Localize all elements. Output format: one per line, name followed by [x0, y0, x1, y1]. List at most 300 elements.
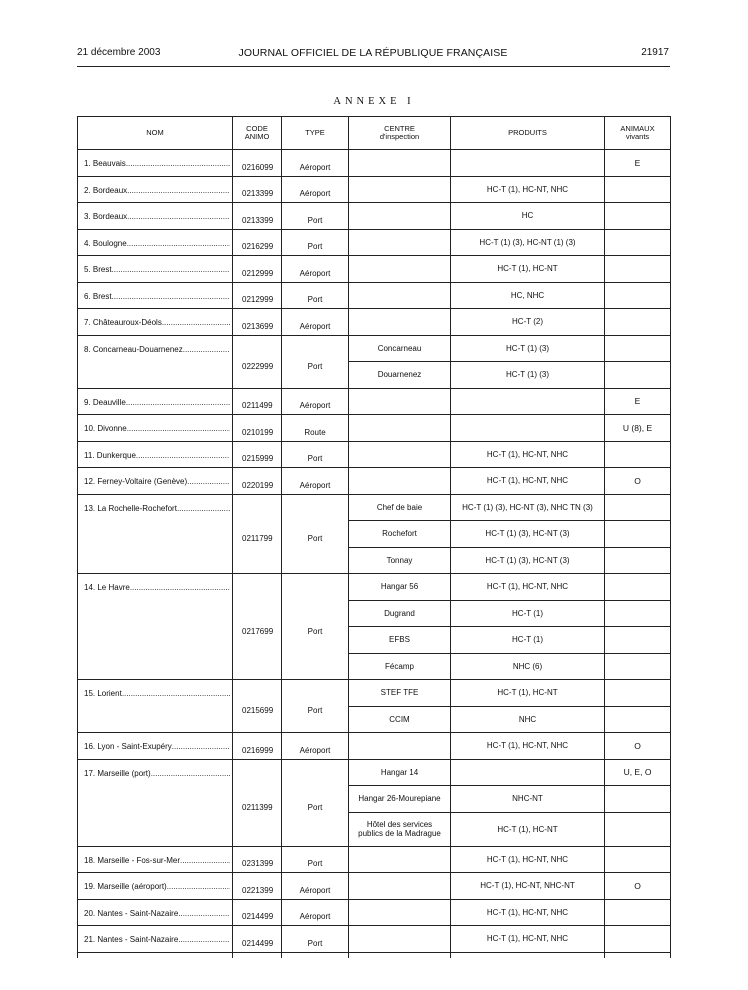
table-row — [78, 759, 671, 786]
cell-animaux — [605, 627, 671, 654]
nom-wrap — [84, 177, 230, 195]
journal-title: JOURNAL OFFICIEL DE LA RÉPUBLIQUE FRANÇAISE — [238, 47, 508, 59]
code-text: 0216999 — [242, 745, 274, 755]
table-row — [78, 309, 671, 336]
cell-type — [282, 574, 349, 680]
code-text: 0216099 — [242, 162, 274, 172]
cell-centre — [349, 150, 451, 177]
nom-wrap — [84, 847, 230, 865]
continuation-cell — [233, 952, 282, 958]
cell-nom — [78, 733, 233, 760]
table-header-row — [78, 117, 671, 150]
code-text: 0213399 — [242, 215, 274, 225]
nom-wrap — [84, 733, 230, 751]
nom-wrap — [84, 442, 230, 460]
nom-wrap — [84, 203, 230, 221]
type-text: Port — [307, 361, 323, 371]
nom-text: 1. Beauvais — [84, 159, 126, 168]
cell-nom — [78, 759, 233, 846]
cell-type — [282, 282, 349, 309]
nom-wrap — [84, 926, 230, 944]
header-nom: NOM — [78, 117, 233, 150]
leader-dots — [183, 345, 230, 354]
nom-text: 16. Lyon - Saint-Exupéry — [84, 742, 172, 751]
cell-animaux — [605, 899, 671, 926]
code-text: 0211499 — [242, 401, 273, 411]
nom-text: 18. Marseille - Fos-sur-Mer — [84, 855, 181, 865]
cell-centre: Hangar 26-Mourepiane — [349, 786, 451, 813]
cell-type — [282, 150, 349, 177]
cell-code — [233, 282, 282, 309]
leader-dots — [177, 504, 230, 513]
cell-centre — [349, 846, 451, 873]
leader-dots — [162, 318, 230, 327]
type-text: Aéroport — [299, 912, 331, 922]
cell-produits: HC-T (1) (3), HC-NT (1) (3) — [451, 229, 605, 256]
continuation-cell — [605, 952, 671, 958]
annexe-title: ANNEXE I — [333, 96, 415, 107]
cell-code — [233, 759, 282, 846]
cell-code — [233, 873, 282, 900]
cell-type — [282, 203, 349, 230]
table-row — [78, 494, 671, 521]
cell-type — [282, 176, 349, 203]
code-text: 0214499 — [242, 912, 274, 922]
cell-animaux — [605, 203, 671, 230]
cell-animaux: E — [605, 150, 671, 177]
cell-nom — [78, 176, 233, 203]
nom-wrap — [84, 150, 230, 168]
cell-type — [282, 846, 349, 873]
cell-produits: HC-T (1) (3), HC-NT (3), NHC TN (3) — [451, 494, 605, 521]
cell-centre — [349, 441, 451, 468]
cell-produits: HC-T (1), HC-NT, NHC — [451, 899, 605, 926]
nom-text: 6. Brest — [84, 291, 112, 301]
cell-type — [282, 680, 349, 733]
table-row — [78, 150, 671, 177]
cell-centre: Hangar 56 — [349, 574, 451, 601]
cell-type — [282, 759, 349, 846]
leader-dots — [127, 424, 230, 433]
cell-type — [282, 494, 349, 574]
cell-centre — [349, 415, 451, 442]
cell-nom — [78, 441, 233, 468]
cell-produits — [451, 415, 605, 442]
cell-code — [233, 388, 282, 415]
cell-centre: Rochefort — [349, 521, 451, 548]
cell-type — [282, 415, 349, 442]
cell-produits: HC-T (2) — [451, 309, 605, 336]
table-row — [78, 415, 671, 442]
cell-animaux — [605, 680, 671, 707]
cell-produits — [451, 759, 605, 786]
cell-centre — [349, 203, 451, 230]
cell-type — [282, 899, 349, 926]
leader-dots — [112, 292, 230, 301]
leader-dots — [172, 742, 230, 751]
nom-text: 8. Concarneau-Douarnenez — [84, 344, 183, 354]
header-produits: PRODUITS — [451, 117, 605, 150]
nom-wrap — [84, 230, 230, 248]
cell-produits: HC-T (1), HC-NT, NHC — [451, 846, 605, 873]
nom-wrap — [84, 495, 230, 513]
header-code-line1: CODE — [246, 124, 268, 133]
leader-dots — [122, 689, 230, 698]
cell-code — [233, 733, 282, 760]
table-row — [78, 229, 671, 256]
type-text: Port — [307, 859, 323, 869]
cell-produits: HC-T (1) — [451, 600, 605, 627]
cell-centre: CCIM — [349, 706, 451, 733]
cell-code — [233, 150, 282, 177]
cell-type — [282, 441, 349, 468]
cell-animaux — [605, 547, 671, 574]
continuation-cell — [349, 952, 451, 958]
type-text: Port — [307, 802, 323, 812]
cell-centre: EFBS — [349, 627, 451, 654]
code-text: 0231399 — [242, 859, 274, 869]
cell-animaux — [605, 706, 671, 733]
type-text: Aéroport — [299, 885, 331, 895]
header-centre-line2: d'inspection — [379, 132, 420, 141]
cell-produits: NHC-NT — [451, 786, 605, 813]
cell-produits: HC-T (1), HC-NT, NHC — [451, 176, 605, 203]
cell-produits — [451, 388, 605, 415]
cell-produits: HC-T (1), HC-NT, NHC — [451, 574, 605, 601]
table-row — [78, 873, 671, 900]
cell-animaux — [605, 812, 671, 846]
cell-produits: NHC — [451, 706, 605, 733]
cell-nom — [78, 574, 233, 680]
nom-wrap — [84, 680, 230, 698]
leader-dots — [187, 477, 230, 486]
cell-nom — [78, 899, 233, 926]
cell-centre — [349, 309, 451, 336]
cell-code — [233, 846, 282, 873]
type-text: Port — [307, 215, 323, 225]
cell-centre: Hangar 14 — [349, 759, 451, 786]
nom-wrap — [84, 336, 230, 354]
code-text: 0214499 — [242, 938, 274, 948]
type-text: Aéroport — [299, 189, 331, 199]
table-row — [78, 176, 671, 203]
cell-animaux: O — [605, 873, 671, 900]
cell-nom — [78, 229, 233, 256]
leader-dots — [127, 186, 230, 195]
nom-text: 19. Marseille (aéroport) — [84, 882, 167, 891]
type-text: Route — [304, 427, 326, 437]
type-text: Aéroport — [299, 268, 331, 278]
continuation-cell — [282, 952, 349, 958]
header-centre — [349, 117, 451, 150]
cell-code — [233, 335, 282, 388]
cell-animaux — [605, 494, 671, 521]
cell-code — [233, 926, 282, 953]
cell-code — [233, 256, 282, 283]
type-text: Aéroport — [299, 401, 331, 411]
cell-produits: HC-T (1), HC-NT, NHC — [451, 926, 605, 953]
leader-dots — [127, 212, 230, 221]
type-text: Aéroport — [299, 480, 331, 490]
table-row — [78, 468, 671, 495]
cell-animaux: O — [605, 733, 671, 760]
nom-text: 13. La Rochelle-Rochefort — [84, 503, 177, 513]
cell-nom — [78, 203, 233, 230]
type-text: Port — [307, 454, 323, 464]
cell-nom — [78, 282, 233, 309]
nom-text: 7. Châteauroux-Déols — [84, 318, 162, 327]
cell-animaux — [605, 309, 671, 336]
nom-wrap — [84, 415, 230, 433]
cell-code — [233, 176, 282, 203]
leader-dots — [167, 882, 230, 891]
cell-produits: HC-T (1), HC-NT, NHC — [451, 733, 605, 760]
code-text: 0212999 — [242, 268, 274, 278]
code-text: 0215999 — [242, 454, 274, 464]
code-text: 0216299 — [242, 242, 274, 252]
nom-text: 9. Deauville — [84, 397, 126, 407]
cell-code — [233, 494, 282, 574]
table-row — [78, 733, 671, 760]
cell-animaux: O — [605, 468, 671, 495]
nom-wrap — [84, 389, 230, 407]
leader-dots — [151, 769, 230, 778]
code-text: 0213699 — [242, 321, 274, 331]
cell-nom — [78, 680, 233, 733]
cell-nom — [78, 150, 233, 177]
header-rule — [77, 66, 670, 67]
nom-wrap — [84, 574, 230, 592]
cell-animaux — [605, 256, 671, 283]
cell-produits: HC-T (1), HC-NT, NHC — [451, 468, 605, 495]
cell-centre: Chef de baie — [349, 494, 451, 521]
cell-produits: HC-T (1), HC-NT — [451, 256, 605, 283]
cell-produits: HC-T (1) (3), HC-NT (3) — [451, 521, 605, 548]
cell-nom — [78, 388, 233, 415]
table-body — [78, 150, 671, 959]
cell-type — [282, 335, 349, 388]
header-code-line2: ANIMO — [244, 132, 270, 141]
type-text: Port — [307, 295, 323, 305]
cell-code — [233, 203, 282, 230]
cell-produits: HC-T (1) (3) — [451, 362, 605, 389]
code-text: 0211399 — [242, 802, 273, 812]
table-row — [78, 441, 671, 468]
leader-dots — [130, 583, 230, 592]
cell-nom — [78, 926, 233, 953]
cell-produits — [451, 150, 605, 177]
table-row — [78, 203, 671, 230]
cell-code — [233, 899, 282, 926]
cell-animaux: E — [605, 388, 671, 415]
type-text: Aéroport — [299, 162, 331, 172]
issue-date: 21 décembre 2003 — [77, 47, 161, 58]
annexe-table — [77, 116, 671, 958]
cell-centre — [349, 282, 451, 309]
nom-text: 4. Boulogne — [84, 238, 127, 248]
nom-text: 14. Le Havre — [84, 583, 130, 592]
cell-animaux — [605, 335, 671, 362]
leader-dots — [112, 265, 230, 274]
cell-type — [282, 256, 349, 283]
table-row — [78, 282, 671, 309]
cell-animaux — [605, 176, 671, 203]
cell-animaux — [605, 600, 671, 627]
cell-animaux — [605, 282, 671, 309]
code-text: 0215699 — [242, 706, 274, 715]
nom-wrap — [84, 760, 230, 778]
cell-produits: HC-T (1) — [451, 627, 605, 654]
cell-animaux — [605, 653, 671, 680]
cell-centre: Tonnay — [349, 547, 451, 574]
cell-animaux — [605, 846, 671, 873]
cell-centre: Hôtel des services publics de la Madrague — [349, 812, 451, 846]
nom-wrap — [84, 309, 230, 327]
cell-code — [233, 309, 282, 336]
nom-text: 2. Bordeaux — [84, 185, 128, 195]
leader-dots — [127, 239, 230, 248]
nom-wrap — [84, 900, 230, 918]
cell-nom — [78, 309, 233, 336]
cell-animaux — [605, 441, 671, 468]
cell-animaux — [605, 926, 671, 953]
code-text: 0213399 — [242, 189, 274, 199]
nom-text: 12. Ferney-Voltaire (Genève) — [84, 477, 188, 486]
code-text: 0212999 — [242, 295, 274, 305]
leader-dots — [136, 451, 230, 460]
code-text: 0221399 — [242, 885, 274, 895]
continuation-row — [78, 952, 671, 958]
code-text: 0217699 — [242, 626, 274, 636]
table-row — [78, 680, 671, 707]
page-header — [77, 47, 669, 63]
leader-dots — [126, 159, 230, 168]
cell-code — [233, 574, 282, 680]
cell-animaux — [605, 521, 671, 548]
code-text: 0220199 — [242, 480, 274, 490]
cell-nom — [78, 846, 233, 873]
table-row — [78, 899, 671, 926]
cell-produits: HC — [451, 203, 605, 230]
cell-centre: Fécamp — [349, 653, 451, 680]
cell-nom — [78, 335, 233, 388]
cell-produits: HC-T (1), HC-NT, NHC-NT — [451, 873, 605, 900]
cell-nom — [78, 494, 233, 574]
type-text: Aéroport — [299, 321, 331, 331]
cell-centre: Dugrand — [349, 600, 451, 627]
cell-centre — [349, 468, 451, 495]
nom-text: 3. Bordeaux — [84, 212, 128, 221]
table-row — [78, 256, 671, 283]
cell-produits: NHC (6) — [451, 653, 605, 680]
cell-type — [282, 873, 349, 900]
cell-type — [282, 468, 349, 495]
cell-type — [282, 309, 349, 336]
cell-code — [233, 229, 282, 256]
leader-dots — [178, 909, 230, 918]
type-text: Port — [307, 533, 323, 543]
nom-text: 21. Nantes - Saint-Nazaire — [84, 935, 179, 944]
header-animaux — [605, 117, 671, 150]
cell-produits: HC-T (1), HC-NT, NHC — [451, 441, 605, 468]
cell-centre — [349, 926, 451, 953]
nom-wrap — [84, 256, 230, 274]
cell-centre: STEF TFE — [349, 680, 451, 707]
type-text: Port — [307, 242, 323, 252]
leader-dots — [126, 398, 230, 407]
cell-animaux: U, E, O — [605, 759, 671, 786]
table-row — [78, 388, 671, 415]
type-text: Port — [307, 706, 323, 715]
cell-code — [233, 415, 282, 442]
cell-nom — [78, 468, 233, 495]
cell-type — [282, 388, 349, 415]
cell-produits: HC-T (1) (3), HC-NT (3) — [451, 547, 605, 574]
continuation-cell — [78, 952, 233, 958]
nom-text: 11. Dunkerque — [84, 450, 136, 460]
cell-produits: HC-T (1), HC-NT — [451, 812, 605, 846]
table-row — [78, 574, 671, 601]
header-centre-line1: CENTRE — [384, 124, 415, 133]
cell-produits: HC, NHC — [451, 282, 605, 309]
header-animaux-line2: vivants — [625, 132, 650, 141]
cell-nom — [78, 873, 233, 900]
cell-centre — [349, 733, 451, 760]
header-animaux-line1: ANIMAUX — [620, 124, 655, 133]
continuation-cell — [451, 952, 605, 958]
cell-produits: HC-T (1), HC-NT — [451, 680, 605, 707]
cell-animaux — [605, 362, 671, 389]
cell-code — [233, 441, 282, 468]
cell-type — [282, 926, 349, 953]
cell-centre — [349, 176, 451, 203]
cell-centre — [349, 873, 451, 900]
type-text: Port — [307, 626, 323, 636]
cell-animaux — [605, 229, 671, 256]
cell-animaux — [605, 574, 671, 601]
cell-centre — [349, 256, 451, 283]
table-row — [78, 335, 671, 362]
table-row — [78, 926, 671, 953]
header-code — [233, 117, 282, 150]
cell-produits: HC-T (1) (3) — [451, 335, 605, 362]
cell-centre: Douarnenez — [349, 362, 451, 389]
page-number: 21917 — [641, 47, 669, 58]
cell-code — [233, 468, 282, 495]
nom-text: 5. Brest — [84, 265, 112, 274]
cell-nom — [78, 256, 233, 283]
cell-centre — [349, 388, 451, 415]
nom-text: 10. Divonne — [84, 424, 127, 433]
type-text: Port — [307, 938, 323, 948]
nom-wrap — [84, 468, 230, 486]
code-text: 0222999 — [242, 361, 274, 371]
cell-centre: Concarneau — [349, 335, 451, 362]
header-type: TYPE — [282, 117, 349, 150]
leader-dots — [180, 856, 230, 865]
type-text: Aéroport — [299, 745, 331, 755]
nom-text: 20. Nantes - Saint-Nazaire — [84, 908, 179, 918]
nom-text: 15. Lorient — [84, 689, 122, 698]
cell-centre — [349, 899, 451, 926]
cell-type — [282, 733, 349, 760]
code-text: 0210199 — [242, 427, 274, 437]
table-row — [78, 846, 671, 873]
cell-centre — [349, 229, 451, 256]
code-text: 0211799 — [242, 533, 273, 543]
nom-wrap — [84, 873, 230, 891]
cell-code — [233, 680, 282, 733]
